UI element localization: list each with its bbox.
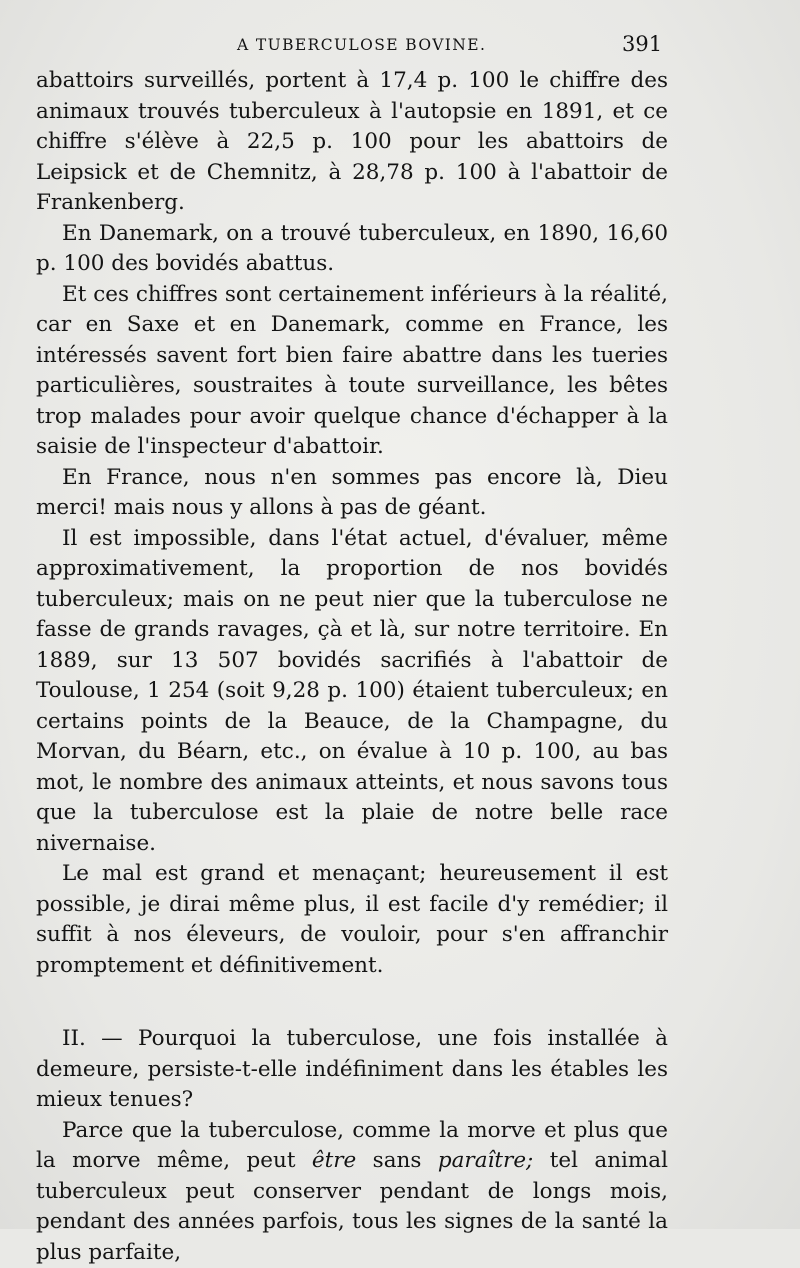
- section-heading: [36, 1024, 668, 1116]
- paragraph: Il est impossible, dans l'état actuel, d'évaluer, même approximativement, la proportion de nos bovidés tuberculeux; mais on ne peut nier que la tuberculose ne fasse de grands ravages, çà et là, sur notre territoire. En 1889, sur 13 507 bovidés sacrifiés à l'abattoir de Toulouse, 1 254 (soit 9,28 p. 100) étaient tuberculeux; en certains points de la Beauce, de la Champagne, du Morvan, du Béarn, etc., on évalue à 10 p. 100, au bas mot, le nombre des animaux atteints, et nous savons tous que la tuberculose est la plaie de notre belle race nivernaise.: [36, 524, 668, 860]
- italic-word: paraître;: [438, 1148, 533, 1173]
- italic-word: être: [312, 1148, 356, 1173]
- section-number: II.: [62, 1026, 86, 1051]
- paragraph: Le mal est grand et menaçant; heureusement il est possible, je dirai même plus, il est facile d'y remédier; il suffit à nos éleveurs, de vouloir, pour s'en affranchir promptement et définitivement.: [36, 859, 668, 981]
- page-number: 391: [622, 32, 662, 56]
- running-title: A TUBERCULOSE BOVINE.: [237, 36, 486, 54]
- body-text: [36, 66, 668, 1268]
- section-heading-text: Pourquoi la tuberculose, une fois installée à demeure, persiste-t-elle indéfiniment dans les étables les mieux tenues?: [36, 1026, 668, 1112]
- paragraph: En Danemark, on a trouvé tuberculeux, en 1890, 16,60 p. 100 des bovidés abattus.: [36, 219, 668, 280]
- paragraph: [36, 1116, 668, 1268]
- paragraph-text: sans: [356, 1148, 438, 1173]
- page-header: [0, 32, 800, 64]
- paragraph: En France, nous n'en sommes pas encore là, Dieu merci! mais nous y allons à pas de géant.: [36, 463, 668, 524]
- paragraph-text: tel animal tuberculeux peut conserver pendant de longs mois, pendant des années parfois, tous les signes de la santé la plus parfaite,: [36, 1148, 668, 1265]
- paragraph: Et ces chiffres sont certainement inférieurs à la réalité, car en Saxe et en Danemark, comme en France, les intéressés savent fort bien faire abattre dans les tueries particulières, soustraites à toute surveillance, les bêtes trop malades pour avoir quelque chance d'échapper à la saisie de l'inspecteur d'abattoir.: [36, 280, 668, 463]
- paragraph-text: Parce que la tuberculose, comme la morve et plus que la morve même, peut: [36, 1118, 668, 1174]
- paragraph-continued: abattoirs surveillés, portent à 17,4 p. 100 le chiffre des animaux trouvés tuberculeux à l'autopsie en 1891, et ce chiffre s'élève à 22,5 p. 100 pour les abattoirs de Leipsick et de Chemnitz, à 28,78 p. 100 à l'abattoir de Frankenberg.: [36, 66, 668, 219]
- section-dash: —: [86, 1026, 138, 1051]
